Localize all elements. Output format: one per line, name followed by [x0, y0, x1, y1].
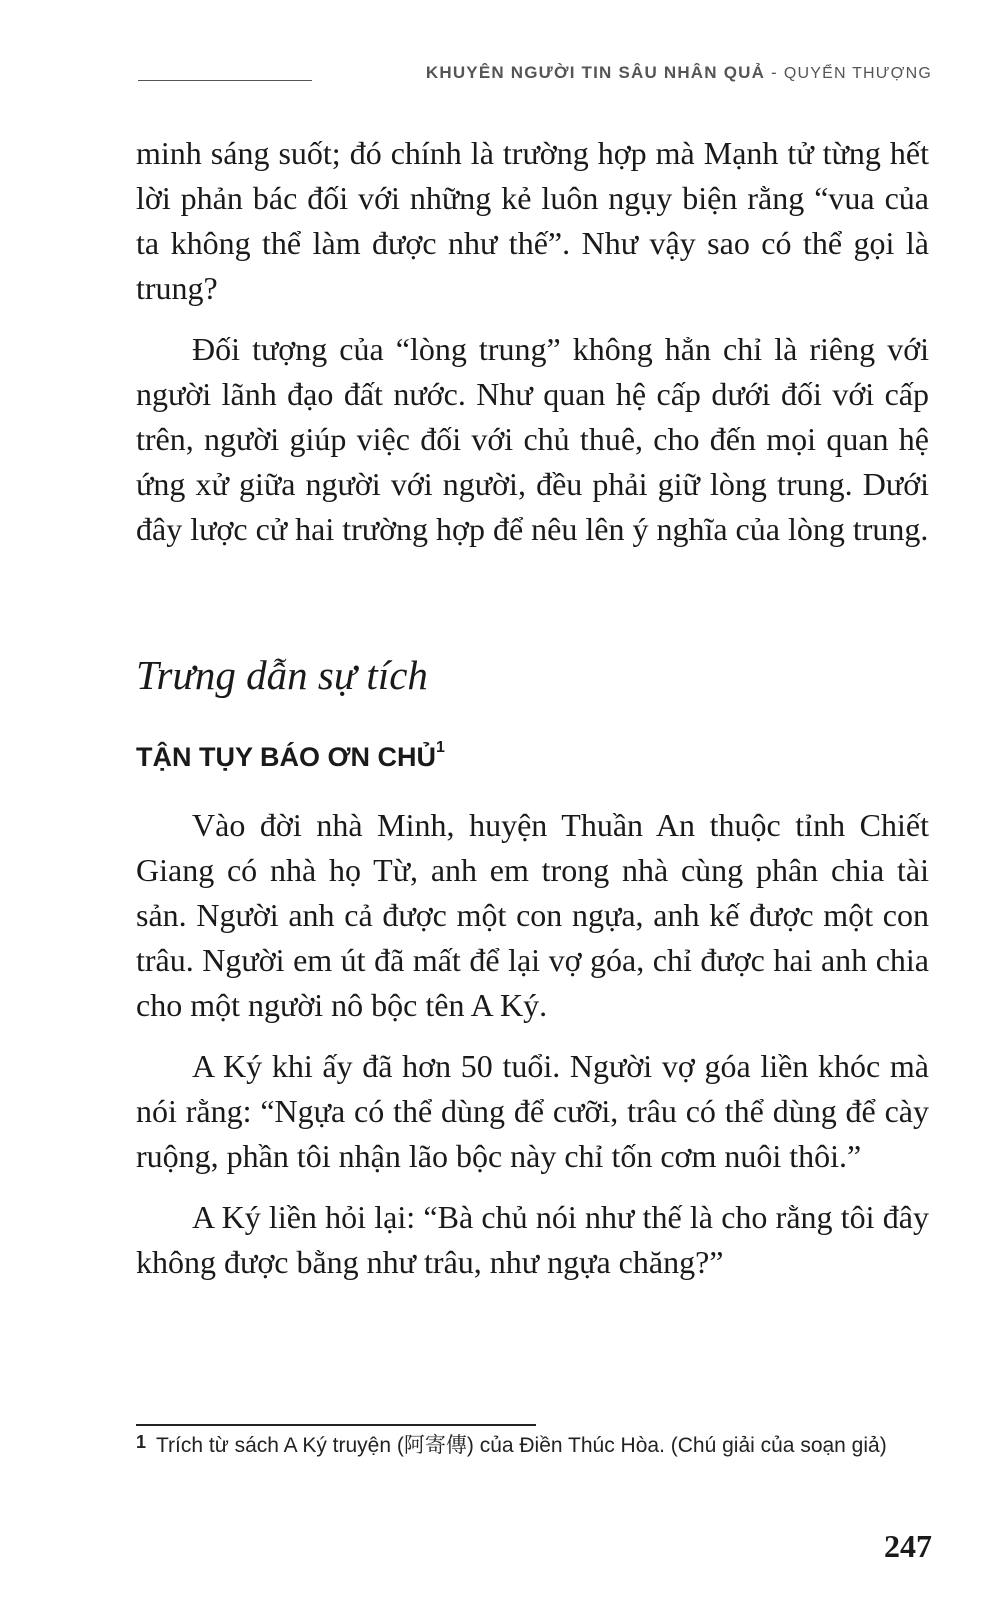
footnote-number: 1 — [136, 1432, 147, 1452]
story-body — [136, 803, 929, 1285]
header-separator: - — [771, 63, 778, 82]
footnote-marker: 1 — [436, 739, 445, 756]
body-text-top — [136, 131, 929, 552]
paragraph: A Ký liền hỏi lại: “Bà chủ nói như thế là cho rằng tôi đây không được bằng như trâu, như ngựa chăng?” — [136, 1199, 929, 1280]
running-header — [426, 63, 932, 83]
paragraph: Vào đời nhà Minh, huyện Thuần An thuộc tỉnh Chiết Giang có nhà họ Từ, anh em trong nhà cùng phân chia tài sản. Người anh cả được một con ngựa, anh kế được một con trâu. Người em út đã mất để lại vợ góa, chỉ được hai anh chia cho một người nô bộc tên A Ký. — [136, 807, 929, 1023]
book-title: KHUYÊN NGƯỜI TIN SÂU NHÂN QUẢ — [425, 63, 766, 82]
footnote-rule — [136, 1424, 536, 1426]
volume-name: QUYỂN THƯỢNG — [783, 65, 932, 82]
paragraph: Đối tượng của “lòng trung” không hẳn chỉ là riêng với người lãnh đạo đất nước. Như quan hệ cấp dưới đối với cấp trên, người giúp việc đối với chủ thuê, cho đến mọi quan hệ ứng xử giữa người với người, đều phải giữ lòng trung. Dưới đây lược cử hai trường hợp để nêu lên ý nghĩa của lòng trung. — [136, 331, 929, 547]
paragraph: A Ký khi ấy đã hơn 50 tuổi. Người vợ góa liền khóc mà nói rằng: “Ngựa có thể dùng để cưỡi, trâu có thể dùng để cày ruộng, phần tôi nhận lão bộc này chỉ tốn cơm nuôi thôi.” — [136, 1048, 929, 1174]
page-number: 247 — [884, 1528, 932, 1564]
paragraph: minh sáng suốt; đó chính là trường hợp mà Mạnh tử từng hết lời phản bác đối với những kẻ luôn ngụy biện rằng “vua của ta không thể làm được như thế”. Như vậy sao có thể gọi là trung? — [136, 135, 929, 306]
story-title-text: TẬN TỤY BÁO ƠN CHỦ — [136, 742, 437, 772]
header-rule — [138, 80, 312, 81]
story-title — [136, 739, 445, 773]
footnote — [136, 1430, 929, 1461]
section-title: Trưng dẫn sự tích — [136, 652, 428, 698]
footnote-text: Trích từ sách A Ký truyện (阿寄傳) của Điền Thúc Hòa. (Chú giải của soạn giả) — [156, 1434, 887, 1457]
